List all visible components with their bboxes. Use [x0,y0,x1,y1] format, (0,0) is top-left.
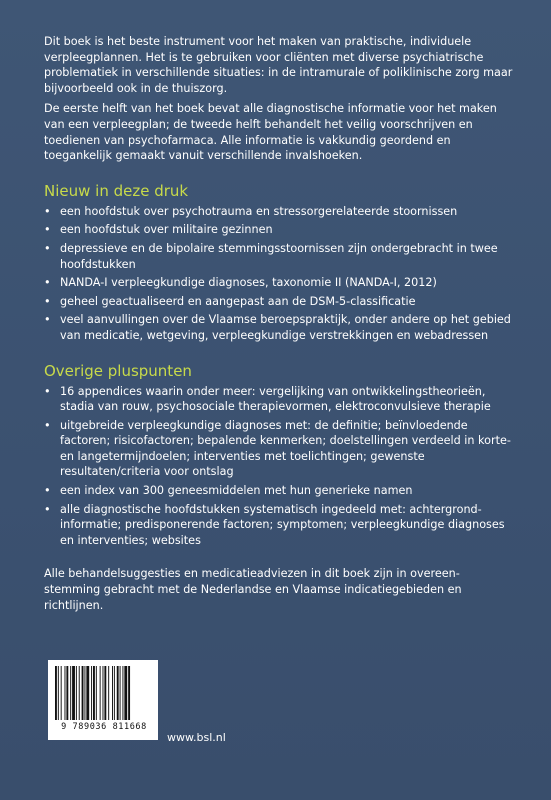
bullet-icon: • [44,484,51,498]
list-item: • een hoofdstuk over militaire gezinnen [44,223,273,237]
barcode-bar [117,666,119,720]
barcode-bar [93,666,95,720]
bullet-icon: • [44,204,51,218]
barcode-bar [124,666,127,720]
barcode-bar [108,666,109,720]
isbn-number: 9 789036 811668 [61,722,147,732]
bullet-icon: • [44,502,51,516]
bullet-icon: • [44,294,51,308]
list-item: • NANDA-I verpleegkundige diagnoses, taxonomie II (NANDA-I, 2012) [44,276,437,290]
barcode-bar [76,666,77,720]
barcode-bar [61,666,62,720]
heading-new-edition: Nieuw in deze druk [44,181,189,200]
list-item: • geheel geactualiseerd en aangepast aan de DSM-5-classificatie [44,294,416,308]
barcode-bar [114,666,115,720]
barcode-bar [65,666,66,720]
list-item: • depressieve en de bipolaire stemmingsstoornissen zijn ondergebracht in twee hoofdstukken [44,241,498,271]
barcode-bar [112,666,113,720]
bullet-icon: • [44,276,51,290]
list-item: • uitgebreide verpleegkundige diagnoses met: de definitie; beïnvloedende factoren; risicofactoren; bepalende kenmerken; doelstellingen verdeeld in korte- en langetermijndoelen; interventies met toelichtingen; gewenste resultaten/criteria voor ontslag [44,418,511,479]
intro-paragraph-1: Dit boek is het beste instrument voor het maken van praktische, individuele verpleegplannen. Het is te gebruiken voor cliënten met diverse psychiatrische problematiek in verschillende situaties: in de intramurale of poliklinische zorg maar bijvoorbeeld ook in de thuiszorg. [44,35,513,95]
heading-other-plus-points: Overige pluspunten [44,361,192,380]
bullet-icon: • [44,223,51,237]
barcode-bar [100,666,101,720]
bullet-icon: • [44,313,51,327]
list-item: • alle diagnostische hoofdstukken systematisch ingedeeld met: achtergrond-informatie; predisponerende factoren; symptomen; verpleegkundige diagnoses en interventies; websites [44,502,505,547]
barcode-bars [55,666,151,720]
barcode-bar [103,666,104,720]
barcode-bar [58,666,59,720]
list-other-plus-points [44,384,514,549]
barcode-bar [120,666,121,720]
barcode-bar [84,666,85,720]
barcode-bar [79,666,80,720]
intro-paragraph-2: De eerste helft van het boek bevat alle diagnostische informatie voor het maken van een verpleegplan; de tweede helft behandelt het veilig voorschrijven en toedienen van psychofarmaca. Alle informatie is vakkundig geordend en toegankelijk gemaakt vanuit verschillende invalshoeken. [44,102,497,163]
closing-paragraph: Alle behandelsuggesties en medicatieadviezen in dit boek zijn in overeen-stemming gebracht met de Nederlandse en Vlaamse indicatiegebieden en richtlijnen. [44,567,462,612]
blurb-content [44,34,514,618]
barcode-bar [122,666,123,720]
barcode-bar [128,666,130,720]
bullet-icon: • [44,384,51,398]
bullet-icon: • [44,241,51,255]
barcode-bar [96,666,97,720]
barcode-bar [86,666,89,720]
barcode-bar [72,666,75,720]
barcode-bar [91,666,92,720]
barcode-bar [104,666,106,720]
list-item: • een index van 300 geneesmiddelen met hun generieke namen [44,484,413,498]
website-url: www.bsl.nl [167,731,226,744]
list-item: • 16 appendices waarin onder meer: vergelijking van ontwikkelingstheorieën, stadia van rouw, psychosociale therapievormen, elektroconvulsieve therapie [44,384,491,414]
barcode [48,660,158,740]
list-new-edition [44,204,514,344]
barcode-bar [70,666,71,720]
bullet-icon: • [44,418,51,432]
list-item: • een hoofdstuk over psychotrauma en stressorgerelateerde stoornissen [44,204,458,218]
barcode-bar [66,666,68,720]
list-item: • veel aanvullingen over de Vlaamse beroepspraktijk, onder andere op het gebied van medicatie, wetgeving, verpleegkundige verstrekkingen en webadressen [44,313,511,342]
barcode-bar [55,666,57,720]
barcode-bar [82,666,84,720]
